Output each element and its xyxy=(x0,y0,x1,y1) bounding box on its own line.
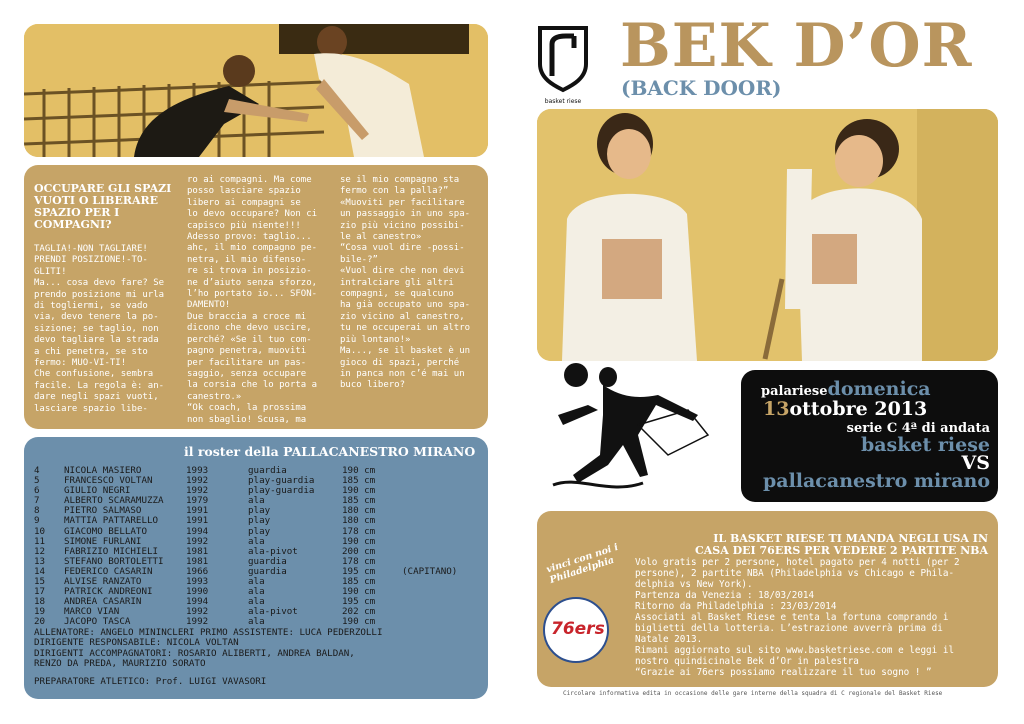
roster-cell-name: JACOPO TASCA xyxy=(64,616,131,628)
roster-cell-num: 6 xyxy=(34,485,40,497)
roster-cell-name: GIACOMO BELLATO xyxy=(64,525,147,537)
roster-cell-year: 1979 xyxy=(186,495,209,507)
roster-cell-name: ALVISE RANZATO xyxy=(64,576,142,588)
roster-cell-year: 1991 xyxy=(186,505,209,517)
roster-cell-note xyxy=(402,476,472,486)
article-column-3: se il mio compagno sta fermo con la palla?” «Muoviti per facilitare un passaggio in uno spa- zio più vicino possibi- le al canestro» “Cosa vuol dire -possi- bile-?” «Vuol dire che non devi intralciare gli altri compagni, se qualcuno ha già occupato uno spa- zio vicino al canestro, tu ne occuperai un altro più lontano!» Ma..., se il basket è un gioco di spazi, perché in panca non c’é mai un buco libero? xyxy=(340,175,471,391)
photo-illustration xyxy=(24,24,488,157)
roster-cell-name: FEDERICO CASARIN xyxy=(64,565,153,577)
roster-cell-note xyxy=(402,466,472,476)
roster-cell-note xyxy=(402,496,472,506)
roster-cell-note xyxy=(402,506,472,516)
roster-cell-year: 1992 xyxy=(186,535,209,547)
article-title: OCCUPARE GLI SPAZI VUOTI O LIBERARE SPAZIO PER I COMPAGNI? xyxy=(34,182,172,231)
date-rest: ottobre 2013 xyxy=(789,398,928,420)
roster-cell-name: SIMONE FURLANI xyxy=(64,535,142,547)
home-team: basket riese xyxy=(860,434,990,456)
staff-list xyxy=(34,628,382,670)
roster-cell-height: 195 cm xyxy=(342,565,376,577)
roster-cell-name: MARCO VIAN xyxy=(64,606,120,618)
roster-cell-height: 190 cm xyxy=(342,535,376,547)
roster-cell-num: 18 xyxy=(34,596,46,608)
roster-cell-year: 1992 xyxy=(186,606,209,618)
photo-illustration xyxy=(537,109,998,361)
article-panel xyxy=(24,165,488,429)
roster-cell-num: 17 xyxy=(34,586,46,598)
roster-cell-height: 185 cm xyxy=(342,475,376,487)
roster-cell-note xyxy=(402,486,472,496)
roster-cell-note xyxy=(402,527,472,537)
roster-cell-num: 14 xyxy=(34,565,46,577)
logo-caption: basket riese xyxy=(544,98,582,105)
club-logo xyxy=(536,24,590,104)
footer-note: Circolare informativa edita in occasione delle gare interne della squadra di C regionale del Basket Riese xyxy=(563,690,943,697)
roster-cell-name: PIETRO SALMASO xyxy=(64,505,142,517)
roster-cell-year: 1994 xyxy=(186,525,209,537)
player-silhouette xyxy=(548,355,738,505)
article-column-1: TAGLIA!-NON TAGLIARE! PRENDI POSIZIONE!-TO- GLITI! Ma... cosa devo fare? Se prendo posizione mi urla di togliermi, se vado via, devo tenere la po- sizione; se taglio, non devo tagliare la strada a chi penetra, se sto fermo: MUO-VI-TI! Che confusione, sembra facile. La regola è: an- dare negli spazi vuoti, lasciare spazio libe- xyxy=(34,244,165,414)
roster-cell-role: play-guardia xyxy=(248,485,315,497)
roster-cell-year: 1991 xyxy=(186,515,209,527)
promo-panel xyxy=(537,511,998,687)
article-column-2: ro ai compagni. Ma come posso lasciare spazio libero ai compagni se lo devo occupare? Non ci capisco più niente!!! Adesso provo: taglio... ahc, il mio compagno pe- netra, il mio difenso- re si trova in posizio- ne d’aiuto senza sforzo, l’ho portato io... SFON- DAMENTO! Due braccia a croce mi dicono che devo uscire, perché? «Se il tuo com- pagno penetra, muoviti per facilitare un pas- saggio, senza occupare la corsia che lo porta a canestro.» “Ok coach, la prossima non sbaglio! Scusa, ma xyxy=(187,175,318,425)
roster-cell-num: 11 xyxy=(34,535,46,547)
roster-cell-role: play xyxy=(248,505,271,517)
roster-cell-year: 1981 xyxy=(186,555,209,567)
roster-cell-name: ANDREA CASARIN xyxy=(64,596,142,608)
staff-line: DIRIGENTI ACCOMPAGNATORI: ROSARIO ALIBERTI, ANDREA BALDAN, xyxy=(34,647,355,659)
roster-cell-year: 1981 xyxy=(186,545,209,557)
roster-cell-role: ala xyxy=(248,535,265,547)
roster-cell-name: FABRIZIO MICHIELI xyxy=(64,545,159,557)
roster-cell-year: 1992 xyxy=(186,475,209,487)
match-box xyxy=(741,370,998,502)
staff-line: DIRIGENTE RESPONSABILE: NICOLA VOLTAN xyxy=(34,637,239,649)
roster-cell-role: guardia xyxy=(248,555,287,567)
roster-cell-height: 200 cm xyxy=(342,545,376,557)
roster-cell-name: PATRICK ANDREONI xyxy=(64,586,153,598)
trainer-line: PREPARATORE ATLETICO: Prof. LUIGI VAVASORI xyxy=(34,676,267,687)
roster-panel xyxy=(24,437,488,699)
roster-cell-year: 1994 xyxy=(186,596,209,608)
roster-cell-name: ALBERTO SCARAMUZZA xyxy=(64,495,164,507)
roster-cell-name: MATTIA PATTARELLO xyxy=(64,515,159,527)
roster-cell-role: play-guardia xyxy=(248,475,315,487)
roster-cell-role: ala xyxy=(248,495,265,507)
roster-cell-name: GIULIO NEGRI xyxy=(64,485,131,497)
staff-line: ALLENATORE: ANGELO MININCLERI PRIMO ASSISTENTE: LUCA PEDERZOLLI xyxy=(34,627,383,638)
roster-cell-year: 1993 xyxy=(186,465,209,476)
date-number: 13 xyxy=(763,398,790,420)
roster-cell-num: 7 xyxy=(34,495,40,507)
roster-cell-role: play xyxy=(248,515,271,527)
roster-cell-note: (CAPITANO) xyxy=(402,565,458,577)
roster-cell-note xyxy=(402,547,472,557)
roster-cell-height: 180 cm xyxy=(342,505,376,517)
away-team: pallacanestro mirano xyxy=(762,470,990,492)
roster-cell-note xyxy=(402,587,472,597)
roster-cell-height: 185 cm xyxy=(342,576,376,588)
roster-cell-num: 13 xyxy=(34,555,46,567)
roster-cell-height: 180 cm xyxy=(342,515,376,527)
dunking-player-icon xyxy=(548,355,738,505)
roster-cell-height: 178 cm xyxy=(342,555,376,567)
roster-cell-name: STEFANO BORTOLETTI xyxy=(64,555,164,567)
roster-cell-num: 8 xyxy=(34,505,40,517)
roster-cell-num: 20 xyxy=(34,616,46,628)
roster-cell-role: play xyxy=(248,525,271,537)
photo-coach-and-player xyxy=(24,24,488,157)
roster-cell-role: ala xyxy=(248,596,265,608)
sixers-logo-text: 76ers xyxy=(551,619,605,639)
roster-cell-year: 1992 xyxy=(186,485,209,497)
roster-cell-note xyxy=(402,516,472,526)
roster-cell-height: 190 cm xyxy=(342,616,376,628)
match-date xyxy=(763,398,927,420)
roster-cell-num: 19 xyxy=(34,606,46,618)
roster-cell-note xyxy=(402,597,472,607)
roster-cell-height: 190 cm xyxy=(342,586,376,598)
roster-cell-year: 1990 xyxy=(186,586,209,598)
roster-cell-note xyxy=(402,577,472,587)
promo-title: IL BASKET RIESE TI MANDA NEGLI USA IN CASA DEI 76ERS PER VEDERE 2 PARTITE NBA xyxy=(695,532,988,557)
sixers-logo xyxy=(543,597,609,663)
roster-cell-year: 1992 xyxy=(186,616,209,628)
promo-body: Volo gratis per 2 persone, hotel pagato per 4 notti (per 2 persone), 2 partite NBA (Philadelphia vs Chicago e Phila- delphia vs New York). Partenza da Venezia : 18/03/2014 Ritorno da Philadelphia : 23/03/2014 Associati al Basket Riese e tenta la fortuna comprando i biglietti della lotteria. L’estrazione avverrà prima di Natale 2013. Rimani aggiornato sul sito www.basketriese.com e leggi il nostro quindicinale Bek d’Or in palestra “Grazie ai 76ers possiamo realizzare il tuo sogno ! ” xyxy=(635,557,960,678)
roster-row xyxy=(34,617,472,627)
vs-label: VS xyxy=(961,452,990,474)
league-label: serie C 4ª di andata xyxy=(846,421,990,436)
roster-cell-num: 15 xyxy=(34,576,46,588)
roster-cell-note xyxy=(402,617,472,627)
roster-cell-height: 195 cm xyxy=(342,596,376,608)
roster-cell-role: ala xyxy=(248,576,265,588)
roster-cell-role: guardia xyxy=(248,565,287,577)
match-venue-day xyxy=(761,378,931,400)
roster-cell-role: ala-pivot xyxy=(248,545,298,557)
roster-cell-name: FRANCESCO VOLTAN xyxy=(64,475,153,487)
shield-icon xyxy=(536,24,590,94)
roster-cell-name: NICOLA MASIERO xyxy=(64,465,142,476)
roster-cell-num: 9 xyxy=(34,515,40,527)
roster-cell-height: 178 cm xyxy=(342,525,376,537)
roster-title: il roster della PALLACANESTRO MIRANO xyxy=(184,444,476,459)
photo-two-boys xyxy=(537,109,998,361)
roster-cell-height: 190 cm xyxy=(342,485,376,497)
roster-cell-role: ala xyxy=(248,586,265,598)
roster-cell-num: 5 xyxy=(34,475,40,487)
roster-cell-height: 190 cm xyxy=(342,465,376,476)
day-label: domenica xyxy=(827,378,931,400)
magazine-subtitle: (BACK DOOR) xyxy=(621,76,782,100)
roster-cell-note xyxy=(402,607,472,617)
roster-table xyxy=(34,466,472,628)
promo-tagline: vinci con noi i Philadelphia xyxy=(545,541,620,586)
roster-cell-num: 12 xyxy=(34,545,46,557)
roster-cell-height: 185 cm xyxy=(342,495,376,507)
staff-line: RENZO DA PREDA, MAURIZIO SORATO xyxy=(34,658,206,670)
roster-cell-role: ala xyxy=(248,616,265,628)
roster-cell-role: ala-pivot xyxy=(248,606,298,618)
roster-cell-year: 1993 xyxy=(186,576,209,588)
venue-label: palariese xyxy=(761,384,828,399)
roster-cell-height: 202 cm xyxy=(342,606,376,618)
roster-cell-note xyxy=(402,537,472,547)
magazine-title: BEK D’OR xyxy=(620,11,973,81)
roster-cell-num: 10 xyxy=(34,525,46,537)
roster-cell-num: 4 xyxy=(34,465,40,476)
roster-cell-role: guardia xyxy=(248,465,287,476)
roster-cell-year: 1966 xyxy=(186,565,209,577)
